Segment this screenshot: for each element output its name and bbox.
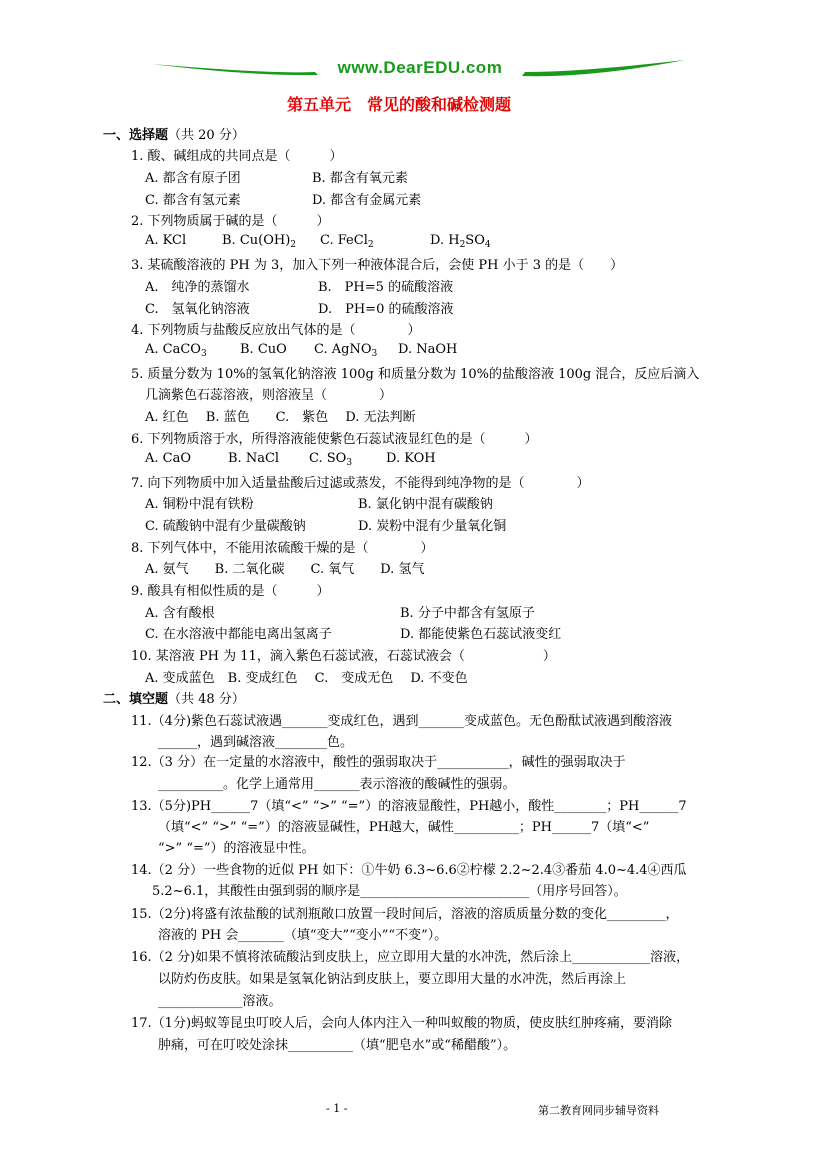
q12-line1: 12.（3 分）在一定量的水溶液中，酸性的强弱取决于___________，碱性的强弱取决于: [131, 755, 626, 770]
q9-option-b: B. 分子中都含有氢原子: [400, 606, 535, 621]
q4-option-d: D. NaOH: [398, 342, 458, 357]
q17-line1: 17.（1分)蚂蚁等昆虫叮咬人后，会向人体内注入一种叫蚁酸的物质，使皮肤红肿疼痛，要消除: [131, 1016, 673, 1031]
q6-option-b: B. NaCl: [228, 451, 280, 466]
q15-line1: 15.（2分)将盛有浓盐酸的试剂瓶敞口放置一段时间后，溶液的溶质质量分数的变化_________，: [131, 907, 679, 922]
q1-stem: 1. 酸、碱组成的共同点是（ ）: [131, 149, 343, 164]
q3-option-a: A. 纯净的蒸馏水: [145, 280, 250, 295]
q8-stem: 8. 下列气体中，不能用浓硫酸干燥的是（ ）: [131, 541, 434, 556]
q2-option-d: D. $H_2SO_4$: [430, 233, 491, 250]
q6-option-c: C. $SO_3$: [309, 451, 353, 468]
q16-line1: 16.（2 分)如果不慎将浓硫酸沾到皮肤上，应立即用大量的水冲洗，然后涂上____________溶液，: [131, 950, 690, 965]
q9-option-d: D. 都能使紫色石蕊试液变红: [400, 627, 562, 642]
section-choice-note: （共 20 分）: [168, 128, 245, 143]
q1-option-d: D. 都含有金属元素: [312, 193, 422, 208]
q5-options: A. 红色 B. 蓝色 C. 紫色 D. 无法判断: [145, 410, 416, 425]
q13-line3: “>” “=”）的溶液显中性。: [158, 841, 315, 856]
q2-stem: 2. 下列物质属于碱的是（ ）: [131, 214, 330, 229]
q7-option-b: B. 氯化钠中混有碳酸钠: [358, 497, 493, 512]
q5-stem-line2: 几滴紫色石蕊溶液，则溶液呈（ ）: [145, 388, 393, 403]
q14-line2: 5.2~6.1，其酸性由强到弱的顺序是__________________________（用序号回答）。: [152, 884, 627, 899]
q3-option-d: D. PH=0 的硫酸溶液: [318, 302, 454, 317]
q11-line2: ______，遇到碱溶液________色。: [158, 735, 354, 750]
page-title: 第五单元 常见的酸和碱检测题: [287, 95, 512, 114]
q2-option-a: A. KCl: [145, 233, 187, 248]
q7-stem: 7. 向下列物质中加入适量盐酸后过滤或蒸发，不能得到纯净物的是（ ）: [131, 476, 590, 491]
q15-line2: 溶液的 PH 会_______（填“变大”“变小”“不变”）。: [158, 928, 448, 943]
page-number: - 1 -: [326, 1102, 348, 1115]
q6-option-a: A. CaO: [145, 451, 192, 466]
q3-option-b: B. PH=5 的硫酸溶液: [318, 280, 454, 295]
q7-option-c: C. 硫酸钠中混有少量碳酸钠: [145, 519, 306, 534]
q7-option-a: A. 铜粉中混有铁粉: [145, 497, 254, 512]
q11-line1: 11.（4分)紫色石蕊试液遇_______变成红色，遇到_______变成蓝色。无色酚酞试液遇到酸溶液: [131, 714, 673, 729]
site-logo: [150, 52, 690, 92]
q2-option-c: C. FeCl$_2$: [320, 233, 374, 250]
q16-line2: 以防灼伤皮肤。如果是氢氧化钠沾到皮肤上，要立即用大量的水冲洗，然后再涂上: [158, 972, 627, 987]
q3-option-c: C. 氢氧化钠溶液: [145, 302, 250, 317]
footer-source: 第二教育网同步辅导资料: [538, 1104, 659, 1117]
q10-stem: 10. 某溶液 PH 为 11，滴入紫色石蕊试液，石蕊试液会（ ）: [131, 649, 556, 664]
q13-line1: 13.（5分)PH______7（填“<” “>” “=”）的溶液显酸性，PH越小，酸性________；PH______7: [131, 799, 687, 814]
section-choice-label: 一、选择题: [103, 128, 169, 143]
q6-option-d: D. KOH: [386, 451, 436, 466]
q9-option-c: C. 在水溶液中都能电离出氢离子: [145, 627, 332, 642]
q4-option-b: B. CuO: [240, 342, 287, 357]
q4-option-c: C. AgNO$_3$: [314, 342, 378, 359]
section-fill-label: 二、填空题: [103, 692, 169, 707]
section-fill-note: （共 48 分）: [168, 692, 245, 707]
q3-stem: 3. 某硫酸溶液的 PH 为 3，加入下列一种液体混合后，会使 PH 小于 3 的是（ ）: [131, 258, 624, 273]
q8-options: A. 氨气 B. 二氧化碳 C. 氧气 D. 氢气: [145, 562, 425, 577]
q1-option-c: C. 都含有氢元素: [145, 193, 241, 208]
q4-stem: 4. 下列物质与盐酸反应放出气体的是（ ）: [131, 323, 421, 338]
q6-stem: 6. 下列物质溶于水，所得溶液能使紫色石蕊试液显红色的是（ ）: [131, 432, 538, 447]
q7-option-d: D. 炭粉中混有少量氧化铜: [358, 519, 507, 534]
q12-line2: __________。化学上通常用_______表示溶液的酸碱性的强弱。: [158, 777, 516, 792]
q14-line1: 14.（2 分）一些食物的近似 PH 如下：①牛奶 6.3~6.6②柠檬 2.2~2.4③番茄 4.0~4.4④西瓜: [131, 863, 687, 878]
q1-option-a: A. 都含有原子团: [145, 171, 241, 186]
q10-options: A. 变成蓝色 B. 变成红色 C. 变成无色 D. 不变色: [145, 671, 468, 686]
q17-line2: 肿痛，可在叮咬处涂抹__________（填“肥皂水”或“稀醋酸”）。: [158, 1038, 517, 1053]
q9-option-a: A. 含有酸根: [145, 606, 215, 621]
q16-line3: _____________溶液。: [158, 994, 282, 1009]
q1-option-b: B. 都含有氧元素: [312, 171, 408, 186]
site-url: www.DearEDU.com: [337, 58, 503, 77]
section-choice-heading: [103, 124, 245, 143]
q4-option-a: A. CaCO$_3$: [145, 342, 207, 359]
q5-stem-line1: 5. 质量分数为 10%的氢氧化钠溶液 100g 和质量分数为 10%的盐酸溶液 100g 混合，反应后滴入: [131, 367, 700, 382]
q2-option-b: B. $Cu(OH)_2$: [222, 233, 297, 250]
section-fill-heading: [103, 688, 245, 707]
q9-stem: 9. 酸具有相似性质的是（ ）: [131, 584, 330, 599]
q13-line2: （填“<” “>” “=”）的溶液显碱性，PH越大，碱性__________；PH______7（填“<”: [158, 820, 650, 835]
